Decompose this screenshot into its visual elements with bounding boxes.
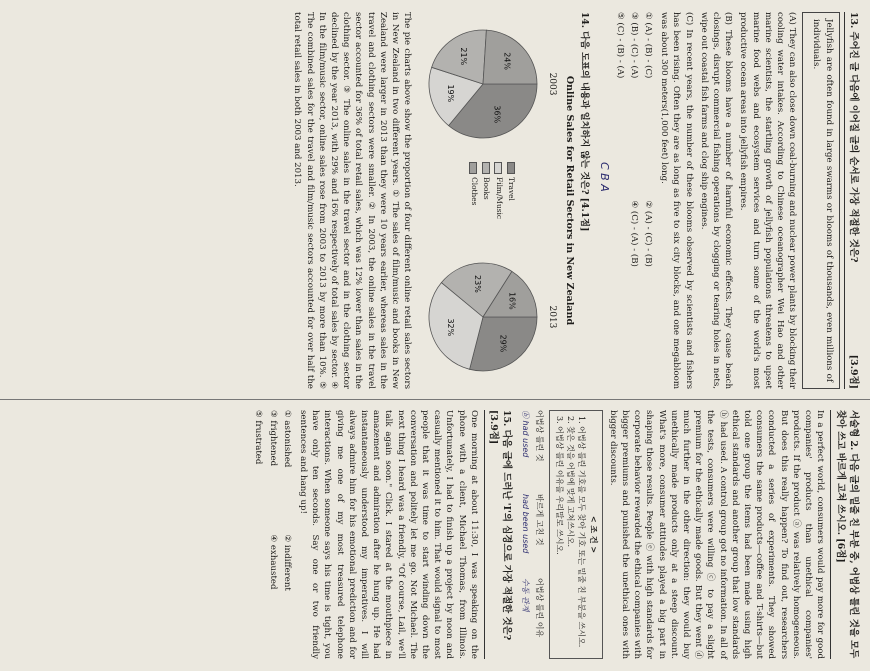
legend-label-travel: Travel [507, 177, 517, 201]
q15-options-row-1 [280, 410, 294, 659]
q13-options-row-1 [641, 12, 655, 389]
q14-chart-title: Online Sales for Retail Sectors in New Zealand [563, 75, 575, 326]
legend-item-film-music [493, 162, 504, 239]
pie-2003-svg [423, 24, 543, 144]
q13-para-b: (B) These blooms have a number of harmful economic effects. They cause beach closings, disrupt commercial fishing operations by clogging or tearing holes in nets, wipe out coastal fish farms and clog ship engines. [698, 12, 734, 389]
legend-swatch-film-music [494, 162, 502, 174]
q14-passage: The pie charts above show the proportion of four different online retail sales sectors in New Zealand in two different years. ① The sales of film/music and books in New Zealand were larger in 2013 than they were 10 years earlier, whereas sales in the travel and clothing sectors were smaller. ② In 2003, the online sales in the travel sector accounted for 36% of total retail sales, which was 12% lower than sales in the clothing sector. ③ The online sales in the travel sector and in the clothing sector declined by the year 2013, with 29% and 16% respectively of total sales by sector. ④ In the film/music sector, online sales rose from 2003 to 2013 by more than 10%. ⑤ The combined sales for the travel and film/music sectors accounted for over half the total retail sales in both 2003 and 2013. [292, 12, 413, 389]
pie-2003-label-books: 21% [459, 47, 469, 66]
legend-label-books: Books [482, 177, 492, 200]
q13-intro: Jellyfish are often found in large swarms or blooms of thousands, even millions of individuals. [811, 19, 834, 382]
q15-option-4[interactable]: ④ exhausted [267, 534, 278, 590]
pie-2003-label-clothes: 24% [502, 52, 512, 71]
q13-options-row-2 [627, 12, 641, 389]
pie-2013-svg [423, 257, 543, 377]
legend-label-clothes: Clothes [469, 177, 479, 206]
pie-2003-label-travel: 36% [492, 105, 502, 124]
legend-swatch-travel [507, 162, 515, 174]
pie-2013-label-travel: 29% [499, 334, 509, 353]
pie-2013-label-film-music: 32% [446, 318, 456, 337]
q15-title: 15. 다음 글에 드러난 'I'의 심경으로 가장 적절한 것은? [3.9점] [484, 410, 514, 659]
pie-2013-label-clothes: 16% [507, 291, 517, 310]
sq2-header-3: 어법상 틀린 이유 [535, 578, 545, 638]
q13-score: [3.9점] [848, 354, 859, 389]
sq2-answer-1[interactable]: ⓑ had used [520, 410, 530, 458]
right-column [0, 400, 870, 671]
sq2-conditions-title: < 조 건 > [588, 515, 599, 554]
legend-item-travel [506, 162, 517, 239]
sq2-title: 서술형 2. 다음 글의 밑줄 친 부분 중, 어법상 틀린 것을 모두 찾아 쓰고 바르게 고쳐 쓰시오. [6점] [830, 410, 860, 659]
sq2-answer-3[interactable]: 수동 관계 [520, 578, 530, 612]
q15-option-2[interactable]: ② indifferent [281, 534, 292, 591]
q15-options-row-2 [265, 410, 279, 659]
pie-legend [466, 162, 518, 239]
q13-handwritten-note: C B A [598, 162, 612, 192]
legend-item-books [481, 162, 492, 239]
q13-option-3[interactable]: ③ (B) - (C) - (A) [628, 12, 639, 79]
pie-2003-label-film-music: 19% [446, 84, 456, 103]
sq2-answer-2[interactable]: had been used [520, 494, 530, 554]
legend-swatch-clothes [469, 162, 477, 174]
sq2-answer-table [520, 410, 546, 659]
q13-para-c: (C) In recent years, the number of these blooms observed by scientists and fishers has been rising. Often they are as long as five to six city blocks, and one megabloom was about 300 meters(1,000 feet) long. [659, 12, 694, 389]
q13-option-1[interactable]: ① (A) - (B) - (C) [643, 12, 654, 79]
pie-chart-2013 [419, 245, 558, 389]
q13-intro-box [802, 12, 839, 389]
legend-swatch-books [482, 162, 490, 174]
q13-option-5[interactable]: ⑤ (C) - (B) - (A) [614, 12, 625, 79]
pie-charts [419, 12, 558, 389]
q13-option-4[interactable]: ④ (C) - (A) - (B) [628, 200, 639, 267]
pie-chart-2003 [419, 12, 558, 156]
q13-option-2[interactable]: ② (A) - (C) - (B) [643, 200, 654, 267]
q15-option-5[interactable]: ⑤ frustrated [253, 410, 264, 465]
pie-2013-label-books: 23% [473, 274, 483, 293]
sq2-condition-2: 2. 찾은 것을 어법에 맞게 고쳐쓰시오. [565, 416, 575, 548]
sq2-conditions-box [549, 410, 602, 659]
q13-header [844, 12, 860, 389]
pie-2003-year: 2003 [547, 72, 558, 96]
q15-passage: One morning at about 11:30, I was speaking on the phone with a client, Michael Thomas, from Illinois. Unfortunately, I had to finish up a project by noon and casually mentioned it to him. That would signal to most people that it was time to start winding down the conversation and politely let me go. Not Michael. The next thing I heard was a friendly, "Of course, Lail, we'll talk again soon." Click. I stared at the mouthpiece in amazement and admiration after he hung up. He had instantaneously understood my imperatives. I will always admire him for his emotional prediction and for giving me one of my most treasured telephone interactions. When someone says his time is tight, you have only ten seconds. Say one or two friendly sentences and hang up! [297, 410, 479, 659]
q14-title: 14. 다음 도표의 내용과 일치하지 않는 것은? [4.1점] [578, 12, 590, 232]
q13-para-a: (A) They can also close down coal-burning and nuclear power plants by blocking their cooling water intakes. According to Chinese oceanographer Wei Hao and other marine scientists, the startling growth of jellyfish populations threatens to upset marine food webs and ecosystem services and turn some of the world's most productive ocean areas into jellyfish empires. [738, 12, 798, 389]
q15-option-1[interactable]: ① astonished [281, 410, 292, 468]
q15-option-3[interactable]: ③ frightened [267, 410, 278, 467]
legend-label-film-music: Film/Music [494, 177, 504, 220]
q13-title: 13. 주어진 글 다음에 이어질 글의 순서로 가장 적절한 것은? [848, 12, 859, 263]
sq2-passage: In a perfect world, consumers would pay more for good companies' products than unethical companies' products. If the product ⓐ was relatively homogeneous. But does this really happen? To find out, researchers conducted a series of experiments. They showed consumers the same products—coffee and T-shirts—but told one group the items had been made using high ethical standards and another group that low standards ⓑ had used. A control group got no information. In all of the tests, consumers were willing ⓒ to pay a slight premium for the ethically made goods. But they went ⓓ much further in the other direction: they would buy unethically made products only at a steep discount. What's more, consumer attitudes played a big part in shaping those results. People ⓔ with high standards for corporate behavior rewarded the ethical companies with bigger premiums and punished the unethical ones with bigger discounts. [607, 410, 826, 659]
sq2-condition-3: 3. 어법상 틀린 이유를 우리말로 쓰시오. [554, 416, 564, 555]
legend-item-clothes [468, 162, 479, 239]
sq2-header-1: 어법상 틀린 것 [535, 410, 545, 462]
sq2-header-2: 바르게 고친 것 [535, 494, 545, 546]
sq2-condition-1: 1. 어법상 틀린 기호를 모두 찾아 기호 또는 밑줄 친 부분을 쓰시오. [577, 416, 587, 648]
pie-2013-year: 2013 [547, 305, 558, 329]
